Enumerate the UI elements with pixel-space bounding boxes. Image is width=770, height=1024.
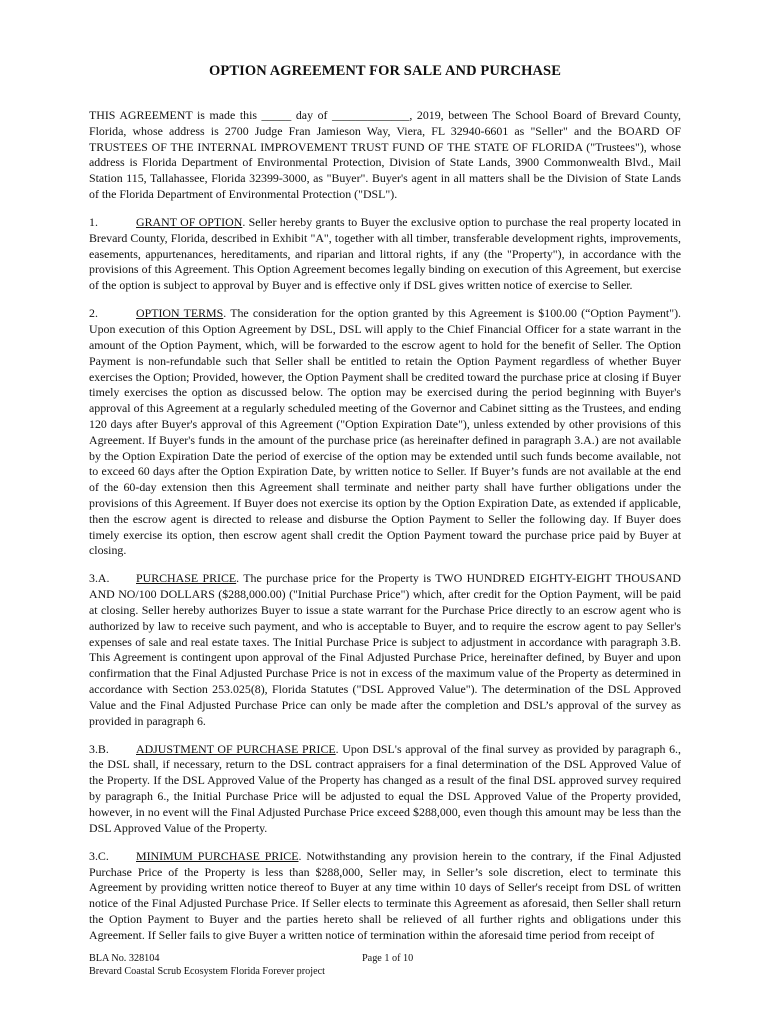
section-heading: OPTION TERMS xyxy=(136,306,224,321)
section-number: 3.B. xyxy=(89,741,109,756)
intro-paragraph: THIS AGREEMENT is made this _____ day of _____________, 2019, between The School Board of Brevard County, Florida, whose address is 2700 Judge Fran Jamieson Way, Viera, FL 32940-6601 as "Seller" and the BOARD OF TRUSTEES OF THE INTERNAL IMPROVEMENT TRUST FUND OF THE STATE OF FLORIDA ("Trustees"), whose address is Florida Department of Environmental Protection, Division of State Lands, 3900 Commonwealth Blvd., Mail Station 115, Tallahassee, Florida 32399-3000, as "Buyer". Buyer's agent in all matters shall be the Division of State Lands of the Florida Department of Environmental Protection ("DSL"). xyxy=(89,108,681,201)
section-purchase-price xyxy=(89,571,681,729)
section-text: . Upon DSL's approval of the final survey as provided by paragraph 6., the DSL shall, if necessary, return to the DSL contract appraisers for a final determination of the DSL Approved Value of the Property. If the DSL Approved Value of the Property has changed as a result of the final DSL approved survey required by paragraph 6., the Initial Purchase Price will be adjusted to equal the DSL Approved Value of the Property provided, however, in no event will the Final Adjusted Purchase Price exceed $288,000, even though this amount may be less than the DSL Approved Value of the Property. xyxy=(89,741,681,835)
section-number: 1. xyxy=(89,215,98,230)
section-minimum-purchase-price xyxy=(89,849,681,944)
footer-left xyxy=(89,952,325,978)
section-grant-of-option xyxy=(89,215,681,294)
document-title: OPTION AGREEMENT FOR SALE AND PURCHASE xyxy=(209,63,561,79)
section-option-terms xyxy=(89,306,681,559)
section-heading: MINIMUM PURCHASE PRICE xyxy=(136,848,299,863)
bla-number: BLA No. 328104 xyxy=(89,953,160,964)
section-text: . The purchase price for the Property is TWO HUNDRED EIGHTY-EIGHT THOUSAND AND NO/100 DOLLARS ($288,000.00) ("Initial Purchase Price") which, after credit for the Option Payment, will be paid at closing. Seller hereby authorizes Buyer to issue a state warrant for the Purchase Price directly to an escrow agent who is authorized by law to receive such payment, and who is acceptable to Buyer, and to require the escrow agent to pay Seller's expenses of sale and real estate taxes. The Initial Purchase Price is subject to adjustment in accordance with paragraph 3.B. This Agreement is contingent upon approval of the Final Adjusted Purchase Price, hereinafter defined, by Buyer and upon confirmation that the Final Adjusted Purchase Price is not in excess of the maximum value of the Property as determined in accordance with Section 253.025(8), Florida Statutes ("DSL Approved Value"). The determination of the DSL Approved Value and the Final Adjusted Purchase Price can only be made after the completion and DSL’s approval of the survey as provided in paragraph 6. xyxy=(89,571,681,728)
section-text: . The consideration for the option granted by this Agreement is $100.00 (“Option Payment"). Upon execution of this Option Agreement by DSL, DSL will apply to the Chief Financial Officer for a state warrant in the amount of the Option Payment, which, will be forwarded to the escrow agent to hold for the benefit of Seller. The Option Payment is non-refundable such that Seller shall be entitled to retain the Option Payment regardless of whether Buyer exercises the Option; Provided, however, the Option Payment shall be credited toward the purchase price at closing if Buyer timely exercises the option as discussed below. The option may be exercised during the period beginning with Buyer's approval of this Agreement at a regularly scheduled meeting of the Governor and Cabinet sitting as the Trustees, and ending 120 days after Buyer's approval of this Agreement ("Option Expiration Date"), unless extended by other provisions of this Agreement. If Buyer's funds in the amount of the purchase price (as hereinafter defined in paragraph 3.A.) are not available by the Option Expiration Date the period of exercise of the option may be extended until such funds become available, not to exceed 60 days after the Option Expiration Date, by written notice to Seller. If Buyer’s funds are not available at the end of the 60-day extension then this Agreement shall terminate and neither party shall have further obligations under the provisions of this Agreement. If Buyer does not exercise its option by the Option Expiration Date, as extended if applicable, then the escrow agent is directed to release and disburse the Option Payment to Seller the following day. If Buyer does timely exercise its option, then escrow agent shall credit the Option Payment toward the purchase price paid by Buyer at closing. xyxy=(89,306,682,558)
section-number: 3.A. xyxy=(89,571,110,586)
section-number: 3.C. xyxy=(89,848,109,863)
section-text: . Seller hereby grants to Buyer the exclusive option to purchase the real property located in Brevard County, Florida, described in Exhibit "A", together with all timber, transferable development rights, improvements, easements, appurtenances, hereditaments, and riparian and littoral rights, if any (the "Property"), in accordance with the provisions of this Agreement. This Option Agreement becomes legally binding on execution of this Agreement, but exercise of the option is subject to approval by Buyer and is effective only if DSL gives written notice of exercise to Seller. xyxy=(89,215,682,293)
section-adjustment-of-purchase-price xyxy=(89,742,681,837)
document-body xyxy=(89,108,681,956)
project-name: Brevard Coastal Scrub Ecosystem Florida Forever project xyxy=(89,966,325,977)
section-heading: ADJUSTMENT OF PURCHASE PRICE xyxy=(136,741,336,756)
section-number: 2. xyxy=(89,306,98,321)
page-number: Page 1 of 10 xyxy=(362,953,414,964)
section-heading: GRANT OF OPTION xyxy=(136,215,243,230)
section-heading: PURCHASE PRICE xyxy=(136,571,237,586)
section-text: . Notwithstanding any provision herein to the contrary, if the Final Adjusted Purchase Price of the Property is less than $288,000, Seller may, in Seller’s sole discretion, elect to terminate this Agreement by providing written notice thereof to Buyer at any time within 10 days of Seller's receipt from DSL of written notice of the Final Adjusted Purchase Price. If Seller elects to terminate this Agreement as aforesaid, then Seller shall return the Option Payment to Buyer and the parties hereto shall be relieved of all further rights and obligations under this Agreement. If Seller fails to give Buyer a written notice of termination within the aforesaid time period from receipt of xyxy=(89,848,681,942)
